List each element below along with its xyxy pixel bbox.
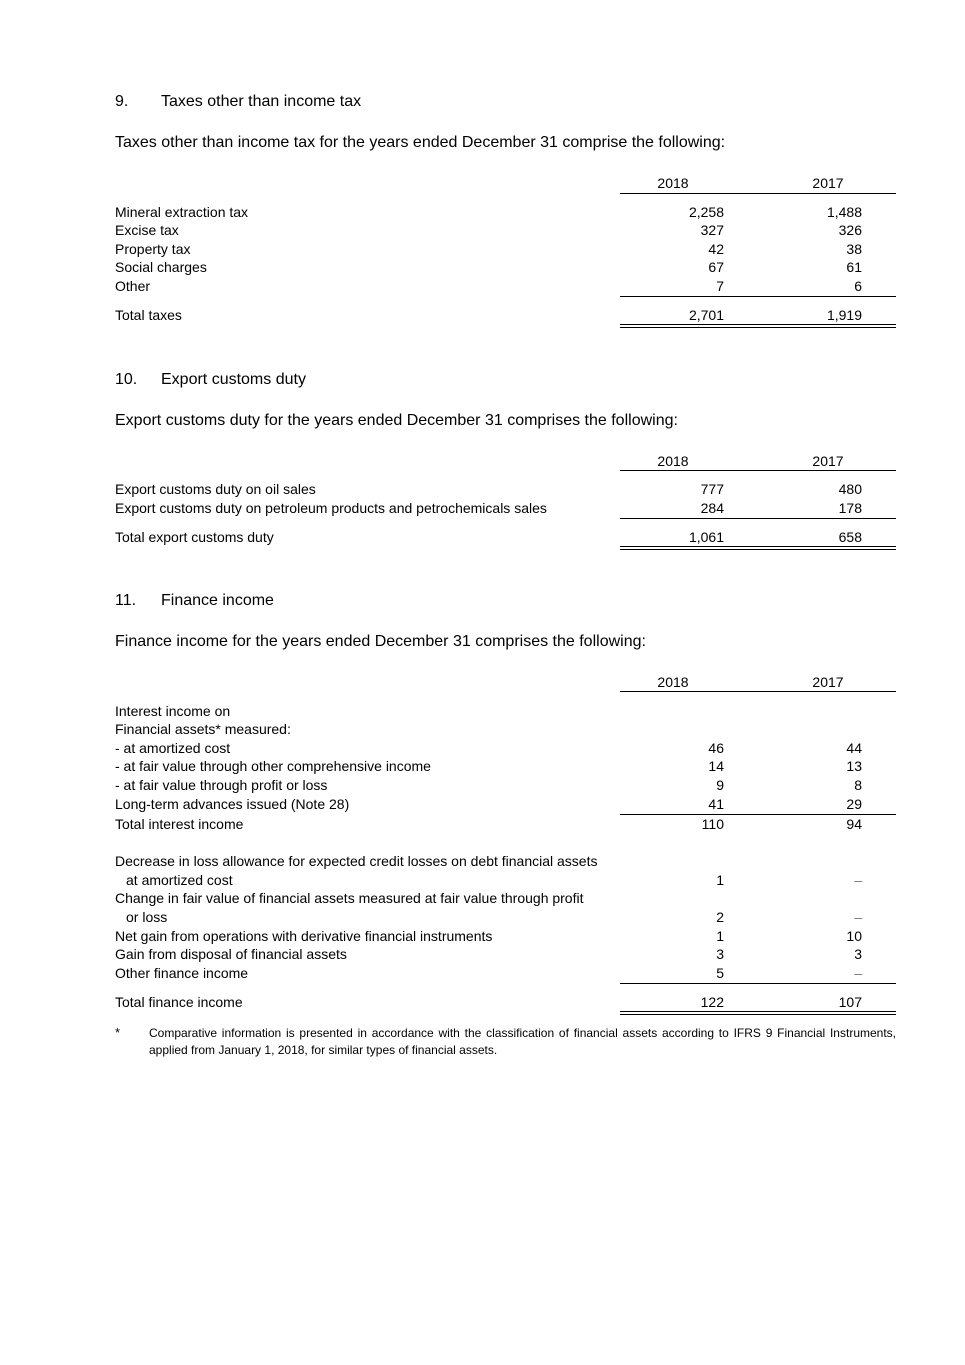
total-row-label: Total taxes [115, 307, 182, 323]
table-row-label: Net gain from operations with derivative financial instruments [115, 928, 493, 944]
subtotal-cell-2017: 94 [846, 816, 862, 832]
table-row-label: Export customs duty on oil sales [115, 481, 316, 497]
section-intro: Taxes other than income tax for the years ended December 31 comprise the following: [115, 134, 726, 151]
table-row-label: Long-term advances issued (Note 28) [115, 796, 350, 812]
total-cell-2018: 2,701 [688, 307, 724, 323]
table-cell-2017: – [854, 965, 862, 981]
table-row-label: Decrease in loss allowance for expected credit losses on debt financial assets [115, 853, 598, 869]
table-cell-2018: 284 [700, 500, 724, 516]
table-cell-2017: – [854, 909, 862, 925]
table-cell-2017: 326 [838, 222, 862, 238]
table-row-label: Social charges [115, 259, 207, 275]
column-header-2017: 2017 [812, 674, 844, 690]
column-header-2018: 2018 [657, 453, 689, 469]
section-title: Taxes other than income tax [161, 93, 362, 110]
table-cell-2017: 13 [846, 758, 862, 774]
table-cell-2018: 3 [716, 946, 724, 962]
section-title: Finance income [161, 592, 274, 609]
table-cell-2018: 2 [716, 909, 724, 925]
subtotal-rule [620, 518, 896, 519]
total-cell-2018: 1,061 [688, 529, 724, 545]
table-cell-2017: 38 [846, 241, 862, 257]
table-cell-2018: 1 [716, 928, 724, 944]
table-row-label-continued: at amortized cost [126, 872, 233, 888]
total-double-rule [620, 324, 896, 328]
table-row-label: Gain from disposal of financial assets [115, 946, 347, 962]
header-rule [620, 691, 896, 692]
total-row-label: Total export customs duty [115, 529, 274, 545]
total-double-rule [620, 546, 896, 550]
table-cell-2017: 8 [854, 777, 862, 793]
table-row-label: Mineral extraction tax [115, 204, 249, 220]
table-row-label: - at fair value through other comprehensive income [115, 758, 431, 774]
table-cell-2018: 42 [708, 241, 724, 257]
subtotal-rule [620, 814, 896, 815]
table-row-label: Property tax [115, 241, 191, 257]
table-row-label: Change in fair value of financial assets measured at fair value through profit [115, 890, 584, 906]
total-cell-2017: 658 [838, 529, 862, 545]
group-heading: Interest income on [115, 703, 231, 719]
section-number: 10. [115, 371, 138, 388]
table-cell-2017: 29 [846, 796, 862, 812]
section-title: Export customs duty [161, 371, 306, 388]
section-intro: Finance income for the years ended December 31 comprises the following: [115, 633, 646, 650]
table-cell-2018: 67 [708, 259, 724, 275]
table-cell-2018: 9 [716, 777, 724, 793]
subtotal-cell-2018: 110 [701, 816, 724, 832]
section-number: 11. [115, 592, 137, 609]
table-cell-2017: 3 [854, 946, 862, 962]
total-row-label: Total finance income [115, 994, 243, 1010]
footnote-text: Comparative information is presented in accordance with the classification of financial assets according to IFRS 9 Financial Instruments, applied from January 1, 2018, for similar types of financial assets. [149, 1026, 896, 1057]
subtotal-rule [620, 983, 896, 984]
table-cell-2018: 46 [708, 740, 724, 756]
table-row-label: Export customs duty on petroleum products and petrochemicals sales [115, 500, 547, 516]
column-header-2018: 2018 [657, 674, 689, 690]
table-cell-2018: 1 [716, 872, 724, 888]
footnote-mark: * [115, 1025, 121, 1040]
subtotal-row-label: Total interest income [115, 816, 244, 832]
section-intro: Export customs duty for the years ended December 31 comprises the following: [115, 412, 678, 429]
table-cell-2017: 6 [854, 278, 862, 294]
table-cell-2018: 2,258 [688, 204, 724, 220]
header-rule [620, 470, 896, 471]
table-row-label: Excise tax [115, 222, 179, 238]
table-cell-2018: 7 [716, 278, 724, 294]
total-cell-2018: 122 [700, 994, 724, 1010]
subtotal-rule [620, 296, 896, 297]
column-header-2017: 2017 [812, 175, 844, 191]
table-cell-2017: 1,488 [826, 204, 862, 220]
section-number: 9. [115, 93, 129, 110]
table-cell-2018: 5 [716, 965, 724, 981]
table-cell-2018: 327 [700, 222, 724, 238]
column-header-2017: 2017 [812, 453, 844, 469]
table-row-label: - at amortized cost [115, 740, 231, 756]
table-cell-2017: 178 [838, 500, 862, 516]
table-cell-2017: 44 [846, 740, 862, 756]
table-row-label: Other finance income [115, 965, 249, 981]
total-cell-2017: 107 [838, 994, 862, 1010]
total-double-rule [620, 1011, 896, 1015]
table-cell-2017: 61 [846, 259, 862, 275]
group-subheading: Financial assets* measured: [115, 721, 291, 737]
table-row-label-continued: or loss [126, 909, 168, 925]
table-cell-2018: 14 [708, 758, 724, 774]
table-cell-2017: 480 [838, 481, 862, 497]
column-header-2018: 2018 [657, 175, 689, 191]
header-rule [620, 193, 896, 194]
table-row-label: Other [115, 278, 151, 294]
table-cell-2018: 777 [700, 481, 724, 497]
table-cell-2017: 10 [846, 928, 862, 944]
table-row-label: - at fair value through profit or loss [115, 777, 328, 793]
table-cell-2018: 41 [708, 796, 724, 812]
table-cell-2017: – [854, 872, 862, 888]
total-cell-2017: 1,919 [826, 307, 862, 323]
